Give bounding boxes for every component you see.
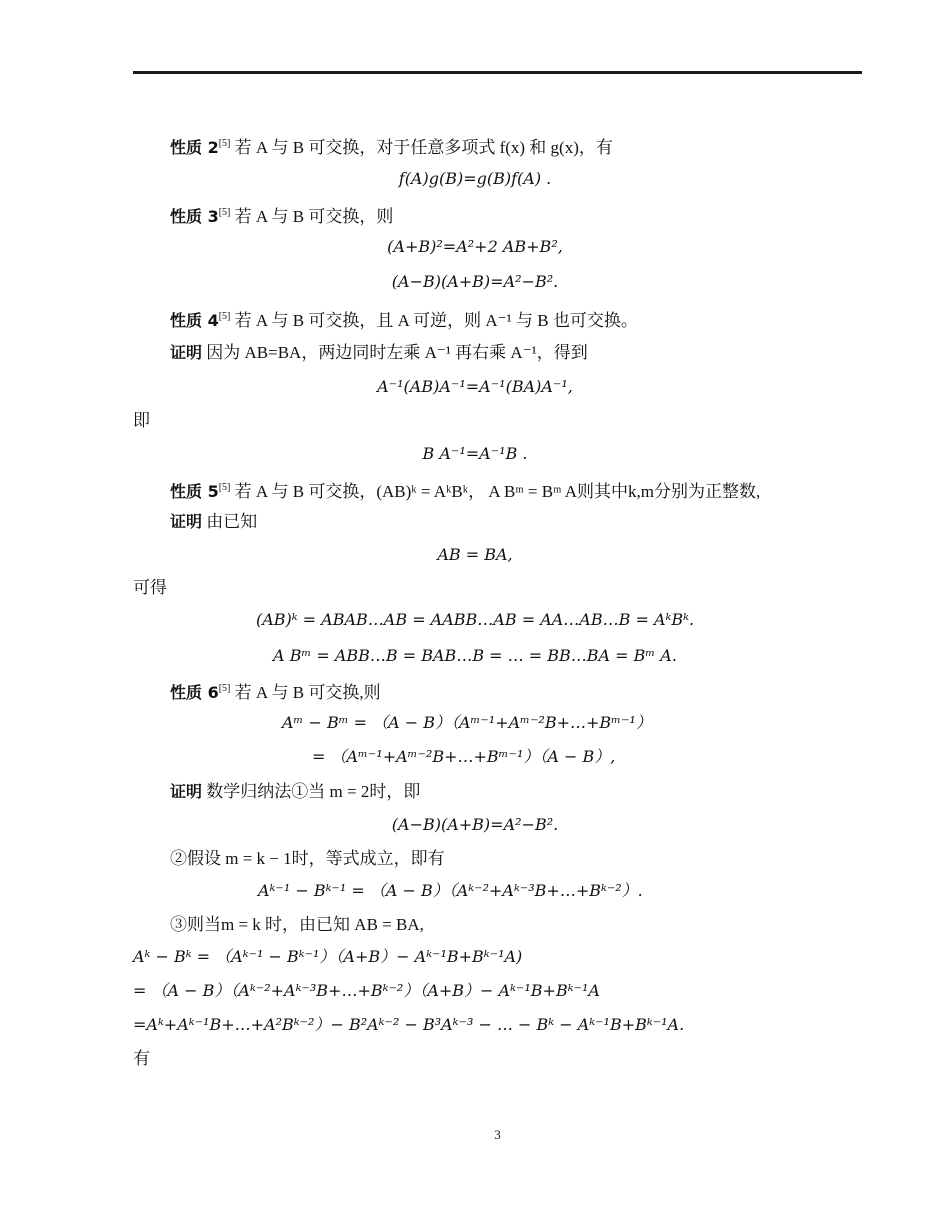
- proof-5: [170, 511, 257, 533]
- property-label: 性质 6: [170, 683, 219, 702]
- equation: Aᵐ − Bᵐ = （A − B）（Aᵐ⁻¹+Aᵐ⁻²B+…+Bᵐ⁻¹）: [282, 713, 652, 732]
- proof-label: 证明: [170, 512, 203, 531]
- header-rule: [133, 71, 862, 74]
- equation: A Bᵐ = ABB…B = BAB…B = … = BB…BA = Bᵐ A.: [273, 646, 677, 665]
- paragraph-text: 可得: [133, 578, 167, 597]
- property-statement: 若 A 与 B 可交换，(AB)ᵏ = AᵏBᵏ， A Bᵐ = Bᵐ A则其中k,m分别为正整数,: [230, 482, 761, 501]
- equation: (A−B)(A+B)=A²−B².: [391, 272, 559, 291]
- paragraph-text: 有: [133, 1049, 150, 1068]
- property-statement: 若 A 与 B 可交换，且 A 可逆，则 A⁻¹ 与 B 也可交换。: [230, 311, 638, 330]
- property-statement: 若 A 与 B 可交换,则: [230, 683, 381, 702]
- page-number: 3: [494, 1127, 501, 1142]
- property-6-heading: [170, 678, 381, 704]
- property-label: 性质 4: [170, 311, 219, 330]
- proof-4: [170, 342, 588, 364]
- paragraph-text: 即: [133, 411, 150, 430]
- induction-step-2: ②假设 m = k − 1时，等式成立，即有: [170, 849, 445, 868]
- equation: (A−B)(A+B)=A²−B².: [391, 815, 559, 834]
- citation: [5]: [218, 207, 231, 218]
- equation: = （A − B）（Aᵏ⁻²+Aᵏ⁻³B+…+Bᵏ⁻²）（A+B）− Aᵏ⁻¹B+Bᵏ⁻¹A: [133, 981, 600, 1000]
- equation: = （Aᵐ⁻¹+Aᵐ⁻²B+…+Bᵐ⁻¹）（A − B）,: [312, 747, 616, 766]
- citation: [5]: [218, 683, 231, 694]
- proof-label: 证明: [170, 343, 203, 362]
- proof-text: 由已知: [202, 512, 258, 531]
- proof-6: [170, 781, 420, 803]
- property-statement: 若 A 与 B 可交换，则: [230, 207, 394, 226]
- equation: B A⁻¹=A⁻¹B .: [422, 444, 528, 463]
- citation: [5]: [218, 138, 231, 149]
- property-3-heading: [170, 202, 393, 228]
- equation: =Aᵏ+Aᵏ⁻¹B+…+A²Bᵏ⁻²）− B²Aᵏ⁻² − B³Aᵏ⁻³ − … − Bᵏ − Aᵏ⁻¹B+Bᵏ⁻¹A.: [133, 1015, 685, 1034]
- equation: f(A)g(B)=g(B)f(A) .: [398, 169, 552, 188]
- equation: A⁻¹(AB)A⁻¹=A⁻¹(BA)A⁻¹,: [377, 377, 573, 396]
- equation: Aᵏ⁻¹ − Bᵏ⁻¹ = （A − B）（Aᵏ⁻²+Aᵏ⁻³B+…+Bᵏ⁻²）.: [258, 881, 643, 900]
- property-label: 性质 5: [170, 482, 219, 501]
- equation: (A+B)²=A²+2 AB+B²,: [387, 237, 563, 256]
- induction-step-3: ③则当m = k 时，由已知 AB = BA,: [170, 915, 424, 934]
- equation: AB = BA,: [437, 545, 513, 564]
- proof-text: 数学归纳法①当 m = 2时，即: [202, 782, 421, 801]
- citation: [5]: [218, 482, 231, 493]
- citation: [5]: [218, 311, 231, 322]
- proof-label: 证明: [170, 782, 203, 801]
- property-statement: 若 A 与 B 可交换，对于任意多项式 f(x) 和 g(x)，有: [230, 138, 613, 157]
- property-4-heading: [170, 306, 638, 332]
- property-label: 性质 2: [170, 138, 219, 157]
- equation: (AB)ᵏ = ABAB…AB = AABB…AB = AA…AB…B = AᵏBᵏ.: [255, 610, 695, 629]
- proof-text: 因为 AB=BA，两边同时左乘 A⁻¹ 再右乘 A⁻¹，得到: [202, 343, 588, 362]
- equation: Aᵏ − Bᵏ = （Aᵏ⁻¹ − Bᵏ⁻¹）（A+B）− Aᵏ⁻¹B+Bᵏ⁻¹A): [133, 947, 523, 966]
- property-label: 性质 3: [170, 207, 219, 226]
- property-2-heading: [170, 133, 613, 159]
- property-5-heading: [170, 477, 760, 503]
